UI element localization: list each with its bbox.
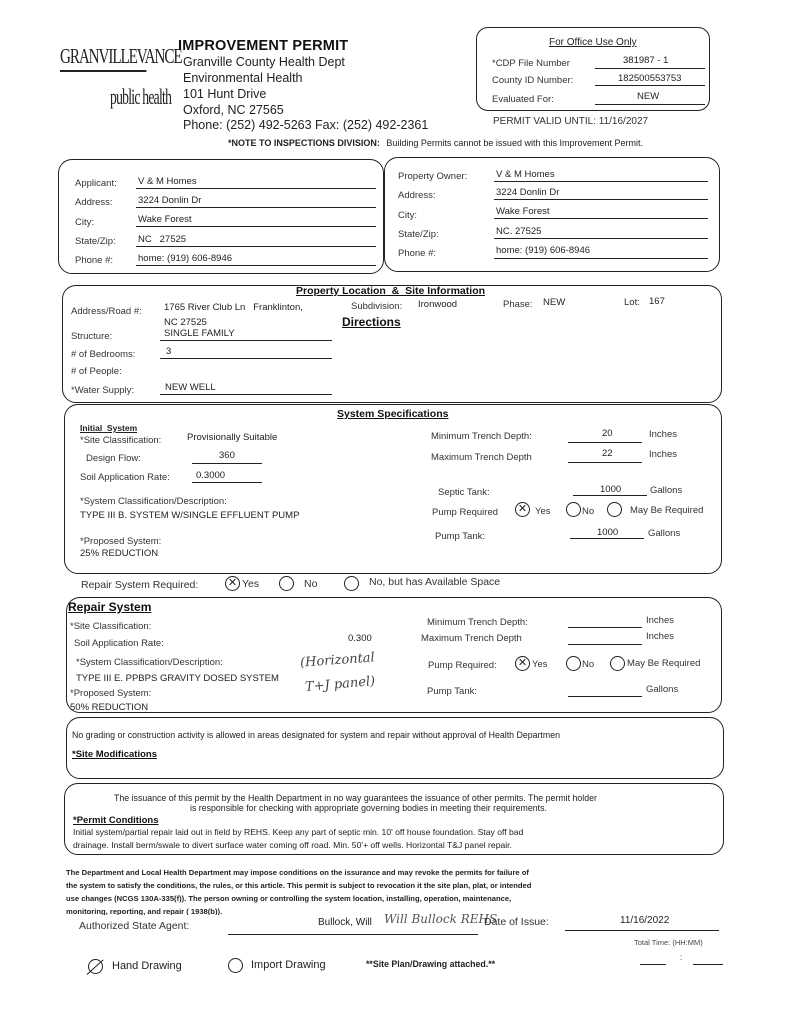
repair-pump-yes-label: Yes xyxy=(532,659,548,670)
handwritten-note-2: T+J panel) xyxy=(304,673,376,696)
water-supply-underline xyxy=(160,394,332,395)
structure-underline xyxy=(160,340,332,341)
agent-signature: Will Bullock REHS xyxy=(384,912,498,926)
owner-statezip-label: State/Zip: xyxy=(398,229,439,240)
bedrooms-label: # of Bedrooms: xyxy=(71,349,136,360)
min-trench-value: 20 xyxy=(602,428,613,439)
repair-pump-tank-unit: Gallons xyxy=(646,684,679,695)
applicant-address-underline xyxy=(136,207,376,208)
permit-conditions-title: *Permit Conditions xyxy=(73,815,159,826)
repair-min-trench-unit: Inches xyxy=(646,615,674,626)
applicant-phone-value: home: (919) 606-8946 xyxy=(138,253,233,264)
logo-line1: GRANVILLEVANCE xyxy=(60,44,146,72)
permit-disclaimer-2: is responsible for checking with appropriate governing bodies in meeting their requirements. xyxy=(190,803,547,813)
issue-date-value: 11/16/2022 xyxy=(620,915,670,926)
applicant-phone-underline xyxy=(136,265,376,266)
cdp-file-label: *CDP File Number xyxy=(492,58,570,69)
property-section-title: Property Location & Site Information xyxy=(296,285,486,297)
repair-no-radio[interactable] xyxy=(279,576,294,591)
owner-statezip-underline xyxy=(494,238,708,239)
pump-tank-unit: Gallons xyxy=(648,528,681,539)
septic-tank-unit: Gallons xyxy=(650,485,683,496)
septic-tank-underline xyxy=(573,495,647,496)
bedrooms-underline xyxy=(160,358,332,359)
min-trench-underline xyxy=(568,442,642,443)
repair-pump-maybe-radio[interactable] xyxy=(610,656,625,671)
system-specs-box xyxy=(64,404,722,574)
applicant-statezip-value: NC 27525 xyxy=(138,234,187,245)
lot-label: Lot: xyxy=(624,297,640,308)
note-label: *NOTE TO INSPECTIONS DIVISION: xyxy=(228,138,380,148)
county-id-value: 182500553753 xyxy=(618,73,682,84)
pump-maybe-label: May Be Required xyxy=(630,505,704,516)
agent-label: Authorized State Agent: xyxy=(79,920,190,932)
pump-maybe-radio[interactable] xyxy=(607,502,622,517)
proposed-system-value: 25% REDUCTION xyxy=(80,548,159,559)
phase-label: Phase: xyxy=(503,299,533,310)
septic-tank-label: Septic Tank: xyxy=(438,487,490,498)
owner-phone-label: Phone #: xyxy=(398,248,437,259)
repair-site-class-label: *Site Classification: xyxy=(70,621,152,632)
site-plan-attached: **Site Plan/Drawing attached.** xyxy=(366,959,496,969)
permit-conditions-line2: drainage. Install berm/swale to divert surface water coming off road. Min. 50'+ off wells. Horizontal T&J panel repair. xyxy=(73,840,512,850)
applicant-city-underline xyxy=(136,226,376,227)
inspection-note xyxy=(228,138,643,148)
owner-phone-value: home: (919) 606-8946 xyxy=(496,245,591,256)
repair-pump-label: Pump Required: xyxy=(428,660,497,671)
soil-rate-label: Soil Application Rate: xyxy=(80,472,170,483)
max-trench-label: Maximum Trench Depth xyxy=(431,452,532,463)
repair-soil-rate-label: Soil Application Rate: xyxy=(74,638,164,649)
applicant-city-label: City: xyxy=(75,217,94,228)
proposed-system-label: *Proposed System: xyxy=(80,536,162,547)
owner-label: Property Owner: xyxy=(398,171,468,182)
max-trench-unit: Inches xyxy=(649,449,677,460)
owner-city-value: Wake Forest xyxy=(496,206,550,217)
legal-line4: monitoring, reporting, and repair ( 1938(b)). xyxy=(66,907,223,915)
legal-line1: The Department and Local Health Department may impose conditions on the issurance and may revoke the permits for failure of xyxy=(66,868,529,877)
directions-link[interactable]: Directions xyxy=(342,315,401,329)
max-trench-underline xyxy=(568,462,642,463)
evaluated-for-label: Evaluated For: xyxy=(492,94,554,105)
repair-space-label: No, but has Available Space xyxy=(369,576,501,588)
property-address-label: Address/Road #: xyxy=(71,306,142,317)
repair-no-label: No xyxy=(304,578,318,590)
legal-line2: the system to satisfy the conditions, the rules, or this article. This permit is subject to revocation it the site plan, plat, or intended xyxy=(66,881,532,890)
permit-conditions-line1: Initial system/partial repair laid out in field by REHS. Keep any part of septic min. 10' off house foundation. Stay off bad xyxy=(73,827,524,837)
owner-value: V & M Homes xyxy=(496,169,555,180)
repair-required-label: Repair System Required: xyxy=(81,579,199,591)
agent-name: Bullock, Will xyxy=(318,917,372,928)
pump-no-label: No xyxy=(582,506,595,517)
permit-disclaimer-1: The issuance of this permit by the Health Department in no way guarantees the issuance of other permits. The permit holder xyxy=(114,793,597,803)
owner-address-label: Address: xyxy=(398,190,436,201)
hand-drawing-radio[interactable] xyxy=(88,959,103,974)
office-use-title: For Office Use Only xyxy=(549,37,637,48)
repair-max-trench-label: Maximum Trench Depth xyxy=(421,633,522,644)
repair-yes-radio[interactable]: ✕ xyxy=(225,576,240,591)
dept-city: Oxford, NC 27565 xyxy=(183,103,284,117)
repair-space-radio[interactable] xyxy=(344,576,359,591)
phase-value: NEW xyxy=(543,297,566,308)
pump-tank-value: 1000 xyxy=(597,527,619,538)
design-flow-underline xyxy=(192,463,262,464)
septic-tank-value: 1000 xyxy=(600,484,622,495)
bedrooms-value: 3 xyxy=(166,346,172,357)
site-mods-box xyxy=(66,717,724,779)
repair-system-class-value: TYPE III E. PPBPS GRAVITY DOSED SYSTEM xyxy=(76,673,279,684)
applicant-address-label: Address: xyxy=(75,197,113,208)
owner-city-label: City: xyxy=(398,210,417,221)
owner-city-underline xyxy=(494,218,708,219)
initial-system-title: Initial System xyxy=(80,423,138,433)
property-address-line2: NC 27525 xyxy=(164,317,207,328)
min-trench-unit: Inches xyxy=(649,429,677,440)
repair-pump-no-label: No xyxy=(582,659,595,670)
repair-pump-tank-label: Pump Tank: xyxy=(427,686,477,697)
dept-street: 101 Hunt Drive xyxy=(183,87,267,101)
property-address-line1: 1765 River Club Ln Franklinton, xyxy=(164,302,303,313)
max-trench-value: 22 xyxy=(602,448,613,459)
system-specs-title: System Specifications xyxy=(337,408,449,420)
repair-min-trench-label: Minimum Trench Depth: xyxy=(427,617,528,628)
repair-pump-maybe-label: May Be Required xyxy=(627,658,701,669)
site-class-label: *Site Classification: xyxy=(80,435,162,446)
logo-line2: public health xyxy=(110,84,172,109)
pump-required-label: Pump Required xyxy=(432,507,499,518)
repair-proposed-value: 50% REDUCTION xyxy=(70,702,149,713)
water-supply-label: *Water Supply: xyxy=(71,385,135,396)
owner-address-underline xyxy=(494,199,708,200)
applicant-statezip-label: State/Zip: xyxy=(75,236,116,247)
legal-line3: use changes (NCGS 130A-335(f)). The person owning or controlling the system location, installing, operation, maintenance, xyxy=(66,894,512,903)
applicant-label: Applicant: xyxy=(75,178,117,189)
soil-rate-underline xyxy=(192,482,262,483)
logo xyxy=(60,44,180,114)
issue-date-underline xyxy=(565,930,719,931)
pump-yes-radio[interactable]: ✕ xyxy=(515,502,530,517)
min-trench-label: Minimum Trench Depth: xyxy=(431,431,532,442)
applicant-phone-label: Phone #: xyxy=(75,255,114,266)
repair-yes-label: Yes xyxy=(242,578,260,590)
owner-underline xyxy=(494,181,708,182)
repair-pump-no-radio[interactable] xyxy=(566,656,581,671)
repair-max-trench-unit: Inches xyxy=(646,631,674,642)
dept-name: Granville County Health Dept xyxy=(183,55,345,69)
note-text: Building Permits cannot be issued with this Improvement Permit. xyxy=(386,138,643,148)
handwritten-note-1: (Horizontal xyxy=(299,650,376,671)
county-id-label: County ID Number: xyxy=(492,75,574,86)
applicant-statezip-underline xyxy=(136,246,376,247)
evaluated-underline xyxy=(595,104,705,105)
site-mods-title: *Site Modifications xyxy=(72,749,157,760)
subdivision-label: Subdivision: xyxy=(351,301,403,312)
repair-system-class-label: *System Classification/Description: xyxy=(76,657,223,668)
owner-phone-underline xyxy=(494,258,708,259)
subdivision-value: Ironwood xyxy=(418,299,458,310)
structure-value: SINGLE FAMILY xyxy=(164,328,235,339)
agent-underline xyxy=(228,934,478,935)
issue-date-label: Date of Issue: xyxy=(484,916,549,928)
site-class-value: Provisionally Suitable xyxy=(187,432,278,443)
total-time-separator: : xyxy=(680,953,683,962)
applicant-underline xyxy=(136,188,376,189)
page-title: IMPROVEMENT PERMIT xyxy=(178,38,349,54)
applicant-address-value: 3224 Donlin Dr xyxy=(138,195,202,206)
pump-no-radio[interactable] xyxy=(566,502,581,517)
design-flow-value: 360 xyxy=(219,450,235,461)
hand-drawing-label: Hand Drawing xyxy=(112,960,182,972)
import-drawing-label: Import Drawing xyxy=(251,959,326,971)
site-mods-notice: No grading or construction activity is allowed in areas designated for system and repair without approval of Health Departmen xyxy=(72,730,560,740)
cdp-underline xyxy=(595,68,705,69)
cdp-file-value: 381987 - 1 xyxy=(623,55,669,66)
repair-system-title: Repair System xyxy=(68,600,152,614)
repair-pump-yes-radio[interactable]: ✕ xyxy=(515,656,530,671)
permit-valid-until: PERMIT VALID UNTIL: 11/16/2027 xyxy=(493,116,649,127)
division-name: Environmental Health xyxy=(183,71,303,85)
system-class-label: *System Classification/Description: xyxy=(80,496,227,507)
soil-rate-value: 0.3000 xyxy=(196,470,226,481)
repair-pump-tank-underline xyxy=(568,696,642,697)
repair-proposed-label: *Proposed System: xyxy=(70,688,152,699)
total-minutes-field xyxy=(693,964,723,965)
total-time-label: Total Time: (HH:MM) xyxy=(634,938,703,947)
evaluated-for-value: NEW xyxy=(637,91,660,102)
total-hours-field xyxy=(640,964,666,965)
people-label: # of People: xyxy=(71,366,122,377)
import-drawing-radio[interactable] xyxy=(228,958,243,973)
lot-value: 167 xyxy=(649,296,665,307)
dept-contact: Phone: (252) 492-5263 Fax: (252) 492-2361 xyxy=(183,118,429,132)
owner-address-value: 3224 Donlin Dr xyxy=(496,187,560,198)
county-id-underline xyxy=(595,85,705,86)
pump-yes-label: Yes xyxy=(535,506,551,517)
applicant-value: V & M Homes xyxy=(138,176,197,187)
repair-min-trench-underline xyxy=(568,627,642,628)
water-supply-value: NEW WELL xyxy=(165,382,216,393)
structure-label: Structure: xyxy=(71,331,113,342)
repair-max-trench-underline xyxy=(568,644,642,645)
owner-statezip-value: NC. 27525 xyxy=(496,226,542,237)
design-flow-label: Design Flow: xyxy=(86,453,141,464)
system-class-value: TYPE III B. SYSTEM W/SINGLE EFFLUENT PUMP xyxy=(80,510,300,521)
applicant-city-value: Wake Forest xyxy=(138,214,192,225)
pump-tank-underline xyxy=(570,538,644,539)
pump-tank-label: Pump Tank: xyxy=(435,531,485,542)
repair-soil-rate-value: 0.300 xyxy=(348,633,372,644)
check-slash-icon xyxy=(87,959,104,975)
